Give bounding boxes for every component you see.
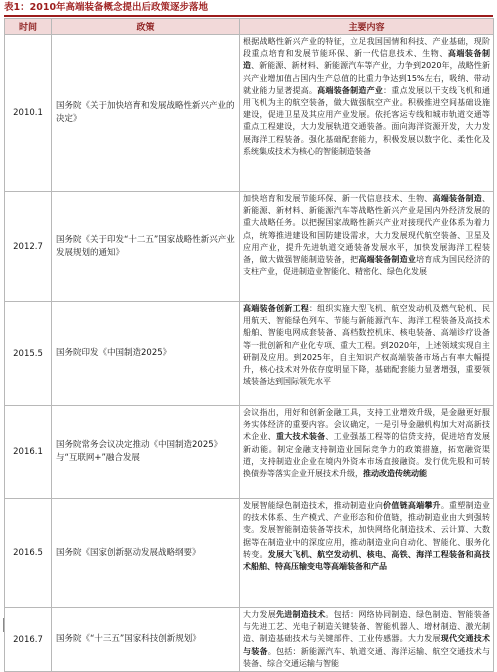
row-content <box>240 499 494 608</box>
row-time: 2016.5 <box>5 499 52 608</box>
row-content <box>240 35 494 192</box>
table-title: 表1：2010年高端装备概念提出后政策逐步落地 <box>4 1 493 17</box>
row-time: 2010.1 <box>5 35 52 192</box>
content-highlight: 价值链高端攀升 <box>383 501 441 510</box>
row-content <box>240 608 494 672</box>
content-text: 会议指出，用好和创新金融工具，支持工业增效升级，是金融更好服务实体经济的重要内容。会议确定，一是引导金融机构加大对高新技术企业、 <box>243 408 490 442</box>
table-header-row <box>5 19 494 35</box>
row-content <box>240 302 494 406</box>
content-text: 根据战略性新兴产业的特征，立足我国国情和科技、产业基础，现阶段重点培育和发展节能环保、新一代信息技术、生物、 <box>243 37 490 59</box>
content-text: 培育成为国民经济的支柱产业，促进制造业智能化、精密化、绿色化发展 <box>243 255 491 277</box>
row-policy: 国务院常务会议决定推动《中国制造2025》与“互联网+”融合发展 <box>52 406 240 499</box>
row-policy: 国务院《国家创新驱动发展战略纲要》 <box>52 499 240 608</box>
content-text: 。重塑制造业的技术体系、生产模式、产业形态和价值链，推动制造业由大到强转变。发展智能制造装备等技术，加快网络化制造技术、云计算、大数据等在制造业中的深度应用，推动制造业向自动化、智能化、服务化转变。 <box>243 501 491 559</box>
row-policy: 国务院《“十三五”国家科技创新规划》 <box>52 608 240 672</box>
content-highlight: 推动改造传统动能 <box>363 469 427 479</box>
content-highlight: 重大技术装备 <box>275 432 326 442</box>
row-time: 2012.7 <box>5 192 52 302</box>
content-highlight: 高端装备制造业 <box>358 255 417 265</box>
row-policy: 国务院《关于印发“十二五”国家战略性新兴产业发展规划的通知》 <box>52 192 240 302</box>
content-highlight: 现代交通技术与装备 <box>243 634 491 656</box>
policy-table <box>4 18 494 672</box>
content-text: 、新能源、新材料、新能源汽车等战略性新兴产业是国内外经济发展的重大战略任务。以把握国家战略性新兴产业对接现代产业体系为着力点，统筹推进建设和国防建设需求，大力发展现代航空装备、卫星及应用产业，提升先进轨道交通装备发展水平，加快发展海洋工程装备，做大做强智能制造装备，把 <box>243 194 491 265</box>
content-text: 大力发展 <box>243 610 276 619</box>
table-row <box>5 406 494 499</box>
content-text: ：重点发展以干支线飞机和通用飞机为主的航空装备，做大做强航空产业。积极推进空间基础设施建设，促进卫星及其应用产业发展。依托客运专线和城市轨道交通等重点工程建设，大力发展轨道交通装备。面向海洋资源开发，大力发展海洋工程装备。强化基础配套能力，积极发展以数字化、柔性化及系统集成技术为核心的智能制造装备 <box>243 85 491 156</box>
header-policy: 政策 <box>52 19 240 35</box>
content-text: 。包括：新能源汽车、轨道交通、海洋运输、航空交通技术与装备、综合交通运输与智能 <box>243 646 491 668</box>
row-content <box>240 406 494 499</box>
row-time: 2015.5 <box>5 302 52 406</box>
content-text: 发展智能绿色制造技术，推动制造业向 <box>243 501 384 510</box>
content-highlight: 发展大飞机、航空发动机、核电、高铁、海洋工程装备和高技术船舶、特高压输变电等高端装备和产品 <box>243 549 491 572</box>
header-content: 主要内容 <box>240 19 494 35</box>
content-highlight: 高端装备制造 <box>432 194 483 203</box>
content-highlight: 高端装备制造产业 <box>317 85 384 95</box>
row-policy: 国务院印发《中国制造2025》 <box>52 302 240 406</box>
content-text: 、工业强基工程等的信贷支持，促进培育发展新动能。制定金融支持制造业国际竞争力的政策措施，拓宽融资渠道，支持制造业企业在境内外资本市场直接融资。发行优先股和可转换债券等落实企业开展技术升级， <box>243 432 491 479</box>
table-row <box>5 608 494 672</box>
table-row <box>5 35 494 192</box>
page-scroll-marker <box>3 618 9 632</box>
row-time: 2016.7 <box>5 608 52 672</box>
row-time: 2016.1 <box>5 406 52 499</box>
content-text: 大力发展 <box>407 634 441 644</box>
content-highlight: 高端装备创新工程 <box>243 304 309 313</box>
content-text: ：组织实施大型飞机、航空发动机及燃气轮机、民用航天、智能绿色列车、节能与新能源汽车、海洋工程装备及高技术船舶、智能电网成套装备、高档数控机床、核电装备、高端诊疗设备等一批创新和产业化专项、重大工程。到2020年，上述领域实现自主研制及应用。到2025年，自主知识产权高端装备市场占有率大幅提升，核心技术对外依存度明显下降，基础配套能力显著增强，重要领域装备达到国际领先水平 <box>243 304 491 387</box>
table-row <box>5 302 494 406</box>
content-text: 。包括：网络协同制造、绿色制造、智能装备与先进工艺、光电子制造关键装备、智能机器人、增材制造、激光制造、制造基础技术与关键部件、工业传感器。 <box>243 610 491 644</box>
content-highlight: 先进制造技术 <box>275 610 326 619</box>
table-row <box>5 499 494 608</box>
content-highlight: 高端装备制造 <box>243 49 491 71</box>
row-content <box>240 192 494 302</box>
content-text: 、新能源、新材料、新能源汽车等产业，力争到2020年，战略性新兴产业增加值占国内生产总值的比重力争达到15%左右，吸纳、带动就业能力显著提高。 <box>243 61 491 95</box>
header-time: 时间 <box>5 19 52 35</box>
row-policy: 国务院《关于加快培育和发展战略性新兴产业的决定》 <box>52 35 240 192</box>
content-text: 加快培育和发展节能环保、新一代信息技术、生物、 <box>243 194 433 203</box>
table-row <box>5 192 494 302</box>
